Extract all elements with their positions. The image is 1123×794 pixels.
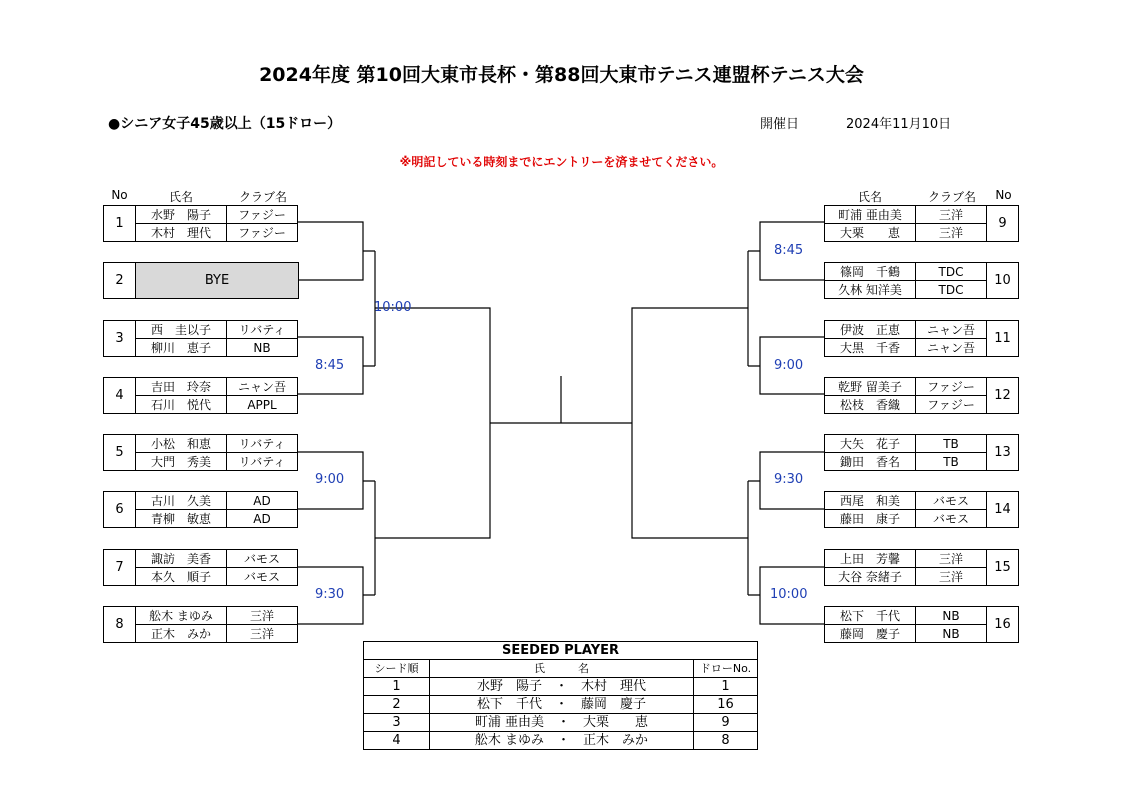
draw-number: 8 bbox=[104, 607, 136, 643]
player-club: TB bbox=[916, 435, 987, 453]
seed-names: 舩木 まゆみ ・ 正木 みか bbox=[430, 732, 694, 750]
date-value: 2024年11月10日 bbox=[846, 117, 952, 132]
player-name: 古川 久美 bbox=[136, 492, 227, 510]
seed-draw-no: 9 bbox=[694, 714, 758, 732]
player-club: リバティ bbox=[227, 321, 298, 339]
time-left-r1-3: 9:00 bbox=[315, 472, 345, 487]
player-club: ファジー bbox=[227, 206, 298, 224]
player-club: NB bbox=[916, 607, 987, 625]
time-left-r1-2: 8:45 bbox=[315, 358, 345, 373]
player-name: 久林 知洋美 bbox=[825, 281, 916, 299]
player-club: ファジー bbox=[916, 378, 987, 396]
player-name: 青柳 敏恵 bbox=[136, 510, 227, 528]
player-club: 三洋 bbox=[916, 568, 987, 586]
time-right-r1-1: 8:45 bbox=[774, 243, 804, 258]
player-name: 西 圭以子 bbox=[136, 321, 227, 339]
entry-notice: ※明記している時刻までにエントリーを済ませてください。 bbox=[399, 155, 724, 169]
player-name: 藤田 康子 bbox=[825, 510, 916, 528]
table-row bbox=[364, 732, 758, 750]
draw-number: 3 bbox=[104, 321, 136, 357]
draw-number: 15 bbox=[987, 550, 1019, 586]
player-club: ニャン吾 bbox=[916, 321, 987, 339]
date-label: 開催日 bbox=[760, 117, 800, 132]
seed-order: 4 bbox=[364, 732, 430, 750]
player-club: 三洋 bbox=[916, 224, 987, 242]
seeded-player-table bbox=[363, 641, 758, 750]
page-title: 2024年度 第10回大東市長杯・第88回大東市テニス連盟杯テニス大会 bbox=[259, 64, 864, 86]
time-right-r1-3: 9:30 bbox=[774, 472, 804, 487]
draw-number: 4 bbox=[104, 378, 136, 414]
seed-order: 2 bbox=[364, 696, 430, 714]
player-club: バモス bbox=[916, 510, 987, 528]
player-club: バモス bbox=[227, 568, 298, 586]
player-name: 町浦 亜由美 bbox=[825, 206, 916, 224]
player-name: 松枝 香織 bbox=[825, 396, 916, 414]
player-club: リバティ bbox=[227, 435, 298, 453]
seeds-col-order: シード順 bbox=[364, 660, 430, 678]
seeds-caption: SEEDED PLAYER bbox=[364, 642, 758, 660]
header-name-right: 氏名 bbox=[857, 190, 882, 204]
player-club: TB bbox=[916, 453, 987, 471]
player-name: 大谷 奈緒子 bbox=[825, 568, 916, 586]
player-name: 石川 悦代 bbox=[136, 396, 227, 414]
player-club: NB bbox=[227, 339, 298, 357]
player-name: 小松 和恵 bbox=[136, 435, 227, 453]
seed-order: 1 bbox=[364, 678, 430, 696]
draw-number: 5 bbox=[104, 435, 136, 471]
header-club-left: クラブ名 bbox=[238, 190, 287, 204]
header-name-left: 氏名 bbox=[168, 190, 193, 204]
seed-draw-no: 1 bbox=[694, 678, 758, 696]
draw-number: 1 bbox=[104, 206, 136, 242]
player-name: 藤岡 慶子 bbox=[825, 625, 916, 643]
player-name: 大栗 恵 bbox=[825, 224, 916, 242]
seeds-col-name: 氏 名 bbox=[430, 660, 694, 678]
player-club: 三洋 bbox=[227, 607, 298, 625]
player-name: 木村 理代 bbox=[136, 224, 227, 242]
bye-slot: BYE bbox=[136, 263, 299, 299]
player-club: AD bbox=[227, 510, 298, 528]
player-club: ファジー bbox=[227, 224, 298, 242]
draw-number: 7 bbox=[104, 550, 136, 586]
player-club: 三洋 bbox=[916, 206, 987, 224]
player-name: 吉田 玲奈 bbox=[136, 378, 227, 396]
player-name: 西尾 和美 bbox=[825, 492, 916, 510]
header-club-right: クラブ名 bbox=[927, 190, 976, 204]
draw-number: 16 bbox=[987, 607, 1019, 643]
table-row bbox=[364, 678, 758, 696]
time-left-q2: 10:00 bbox=[374, 300, 412, 315]
seed-names: 松下 千代 ・ 藤岡 慶子 bbox=[430, 696, 694, 714]
player-club: バモス bbox=[916, 492, 987, 510]
player-club: TDC bbox=[916, 263, 987, 281]
draw-number: 10 bbox=[987, 263, 1019, 299]
player-name: 松下 千代 bbox=[825, 607, 916, 625]
draw-number: 13 bbox=[987, 435, 1019, 471]
player-club: APPL bbox=[227, 396, 298, 414]
player-name: 伊波 正恵 bbox=[825, 321, 916, 339]
header-no-left: No bbox=[111, 188, 128, 202]
player-club: ファジー bbox=[916, 396, 987, 414]
seed-draw-no: 8 bbox=[694, 732, 758, 750]
draw-number: 6 bbox=[104, 492, 136, 528]
draw-number: 9 bbox=[987, 206, 1019, 242]
player-club: ニャン吾 bbox=[916, 339, 987, 357]
player-club: リバティ bbox=[227, 453, 298, 471]
time-right-r1-4: 10:00 bbox=[770, 587, 808, 602]
draw-number: 2 bbox=[104, 263, 136, 299]
player-name: 本久 順子 bbox=[136, 568, 227, 586]
time-left-r1-4: 9:30 bbox=[315, 587, 345, 602]
player-name: 乾野 留美子 bbox=[825, 378, 916, 396]
seed-names: 町浦 亜由美 ・ 大栗 恵 bbox=[430, 714, 694, 732]
player-club: 三洋 bbox=[227, 625, 298, 643]
table-row bbox=[364, 696, 758, 714]
table-row bbox=[364, 714, 758, 732]
player-club: ニャン吾 bbox=[227, 378, 298, 396]
player-club: バモス bbox=[227, 550, 298, 568]
player-name: 鋤田 香名 bbox=[825, 453, 916, 471]
player-club: TDC bbox=[916, 281, 987, 299]
player-club: 三洋 bbox=[916, 550, 987, 568]
player-name: 正木 みか bbox=[136, 625, 227, 643]
draw-number: 12 bbox=[987, 378, 1019, 414]
player-name: 水野 陽子 bbox=[136, 206, 227, 224]
event-name: ●シニア女子45歳以上（15ドロー） bbox=[108, 116, 342, 132]
player-name: 柳川 恵子 bbox=[136, 339, 227, 357]
seed-order: 3 bbox=[364, 714, 430, 732]
player-name: 諏訪 美香 bbox=[136, 550, 227, 568]
draw-number: 11 bbox=[987, 321, 1019, 357]
header-no-right: No bbox=[995, 188, 1012, 202]
player-name: 大矢 花子 bbox=[825, 435, 916, 453]
player-name: 篠岡 千鶴 bbox=[825, 263, 916, 281]
player-name: 上田 芳馨 bbox=[825, 550, 916, 568]
seed-draw-no: 16 bbox=[694, 696, 758, 714]
seed-names: 水野 陽子 ・ 木村 理代 bbox=[430, 678, 694, 696]
draw-number: 14 bbox=[987, 492, 1019, 528]
player-club: AD bbox=[227, 492, 298, 510]
player-name: 大門 秀美 bbox=[136, 453, 227, 471]
seeds-col-draw: ドローNo. bbox=[694, 660, 758, 678]
player-club: NB bbox=[916, 625, 987, 643]
player-name: 大黒 千香 bbox=[825, 339, 916, 357]
time-right-r1-2: 9:00 bbox=[774, 358, 804, 373]
player-name: 舩木 まゆみ bbox=[136, 607, 227, 625]
